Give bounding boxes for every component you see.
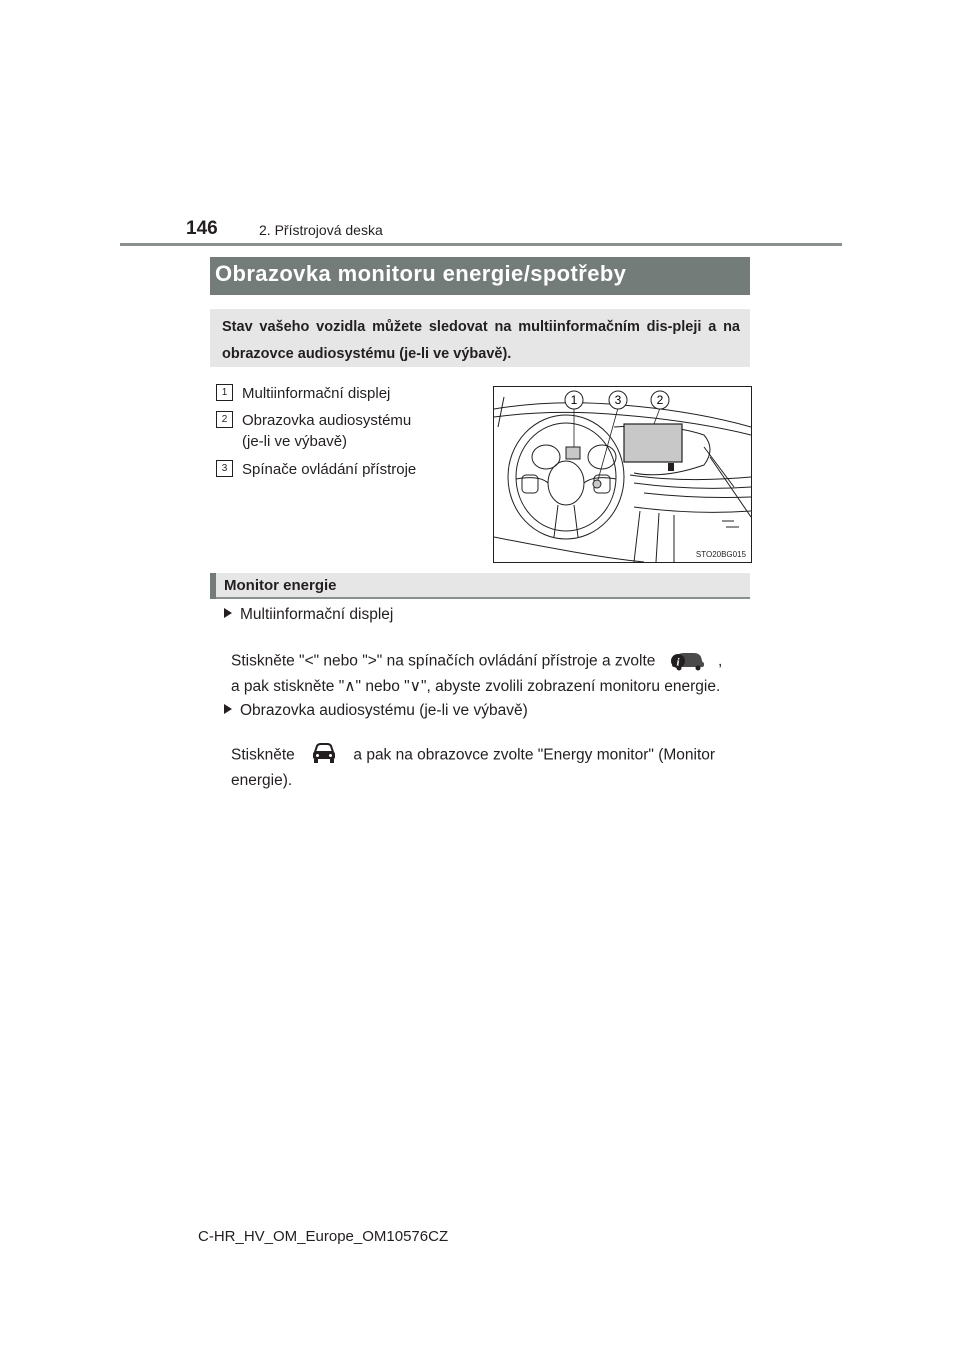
callout-1: 1	[570, 393, 578, 407]
figure-code: STO20BG015	[695, 550, 746, 559]
header-rule	[120, 243, 842, 246]
legend-label-3: Spínače ovládání přístroje	[242, 461, 417, 478]
chapter-title: 2. Přístrojová deska	[259, 222, 383, 238]
legend-number-2: 2	[216, 411, 233, 428]
intro-text: Stav vašeho vozidla můžete sledovat na multiinformačním dis-pleji a na obrazovce audiosystému (je-li ve výbavě).	[222, 319, 740, 362]
bullet-triangle-icon	[224, 608, 232, 618]
legend-number-1: 1	[216, 384, 233, 401]
paragraph-1-line-1	[231, 647, 750, 676]
dashboard-drawing	[494, 387, 751, 562]
page-number: 146	[186, 218, 218, 239]
callout-2: 2	[656, 393, 664, 407]
paragraph-1-text-b: ,	[718, 652, 723, 670]
legend-label-2-line2: (je-li ve výbavě)	[242, 433, 348, 450]
bullet-multi-display	[224, 606, 393, 624]
section-title: Obrazovka monitoru energie/spotřeby	[215, 261, 627, 286]
paragraph-2-text-b: a pak na obrazovce zvolte "Energy monitor" (Monitor	[353, 746, 716, 764]
paragraph-2-text-a: Stiskněte	[231, 746, 295, 764]
legend-label-1: Multiinformační displej	[242, 385, 391, 402]
car-front-icon	[311, 742, 337, 769]
dashboard-illustration	[493, 386, 752, 563]
paragraph-2-line-1	[231, 742, 750, 769]
legend-label-2: Obrazovka audiosystému	[242, 412, 412, 429]
bullet-triangle-icon	[224, 704, 232, 714]
legend-number-3: 3	[216, 460, 233, 477]
bullet-text: Multiinformační displej	[240, 606, 394, 623]
footer-doc-id: C-HR_HV_OM_Europe_OM10576CZ	[198, 1228, 449, 1245]
paragraph-1-text-a: Stiskněte "<" nebo ">" na spínačích ovládání přístroje a zvolte	[231, 652, 656, 670]
paragraph-2-line-2: energie).	[231, 772, 293, 789]
bullet-text: Obrazovka audiosystému (je-li ve výbavě)	[240, 702, 528, 719]
car-info-icon	[668, 647, 706, 676]
callout-3: 3	[614, 393, 622, 407]
svg-text:i: i	[676, 656, 680, 669]
bullet-audio-screen	[224, 702, 528, 720]
subsection-title: Monitor energie	[224, 577, 337, 594]
paragraph-1-line-2: a pak stiskněte "∧" nebo "∨", abyste zvolili zobrazení monitoru energie.	[231, 678, 721, 695]
